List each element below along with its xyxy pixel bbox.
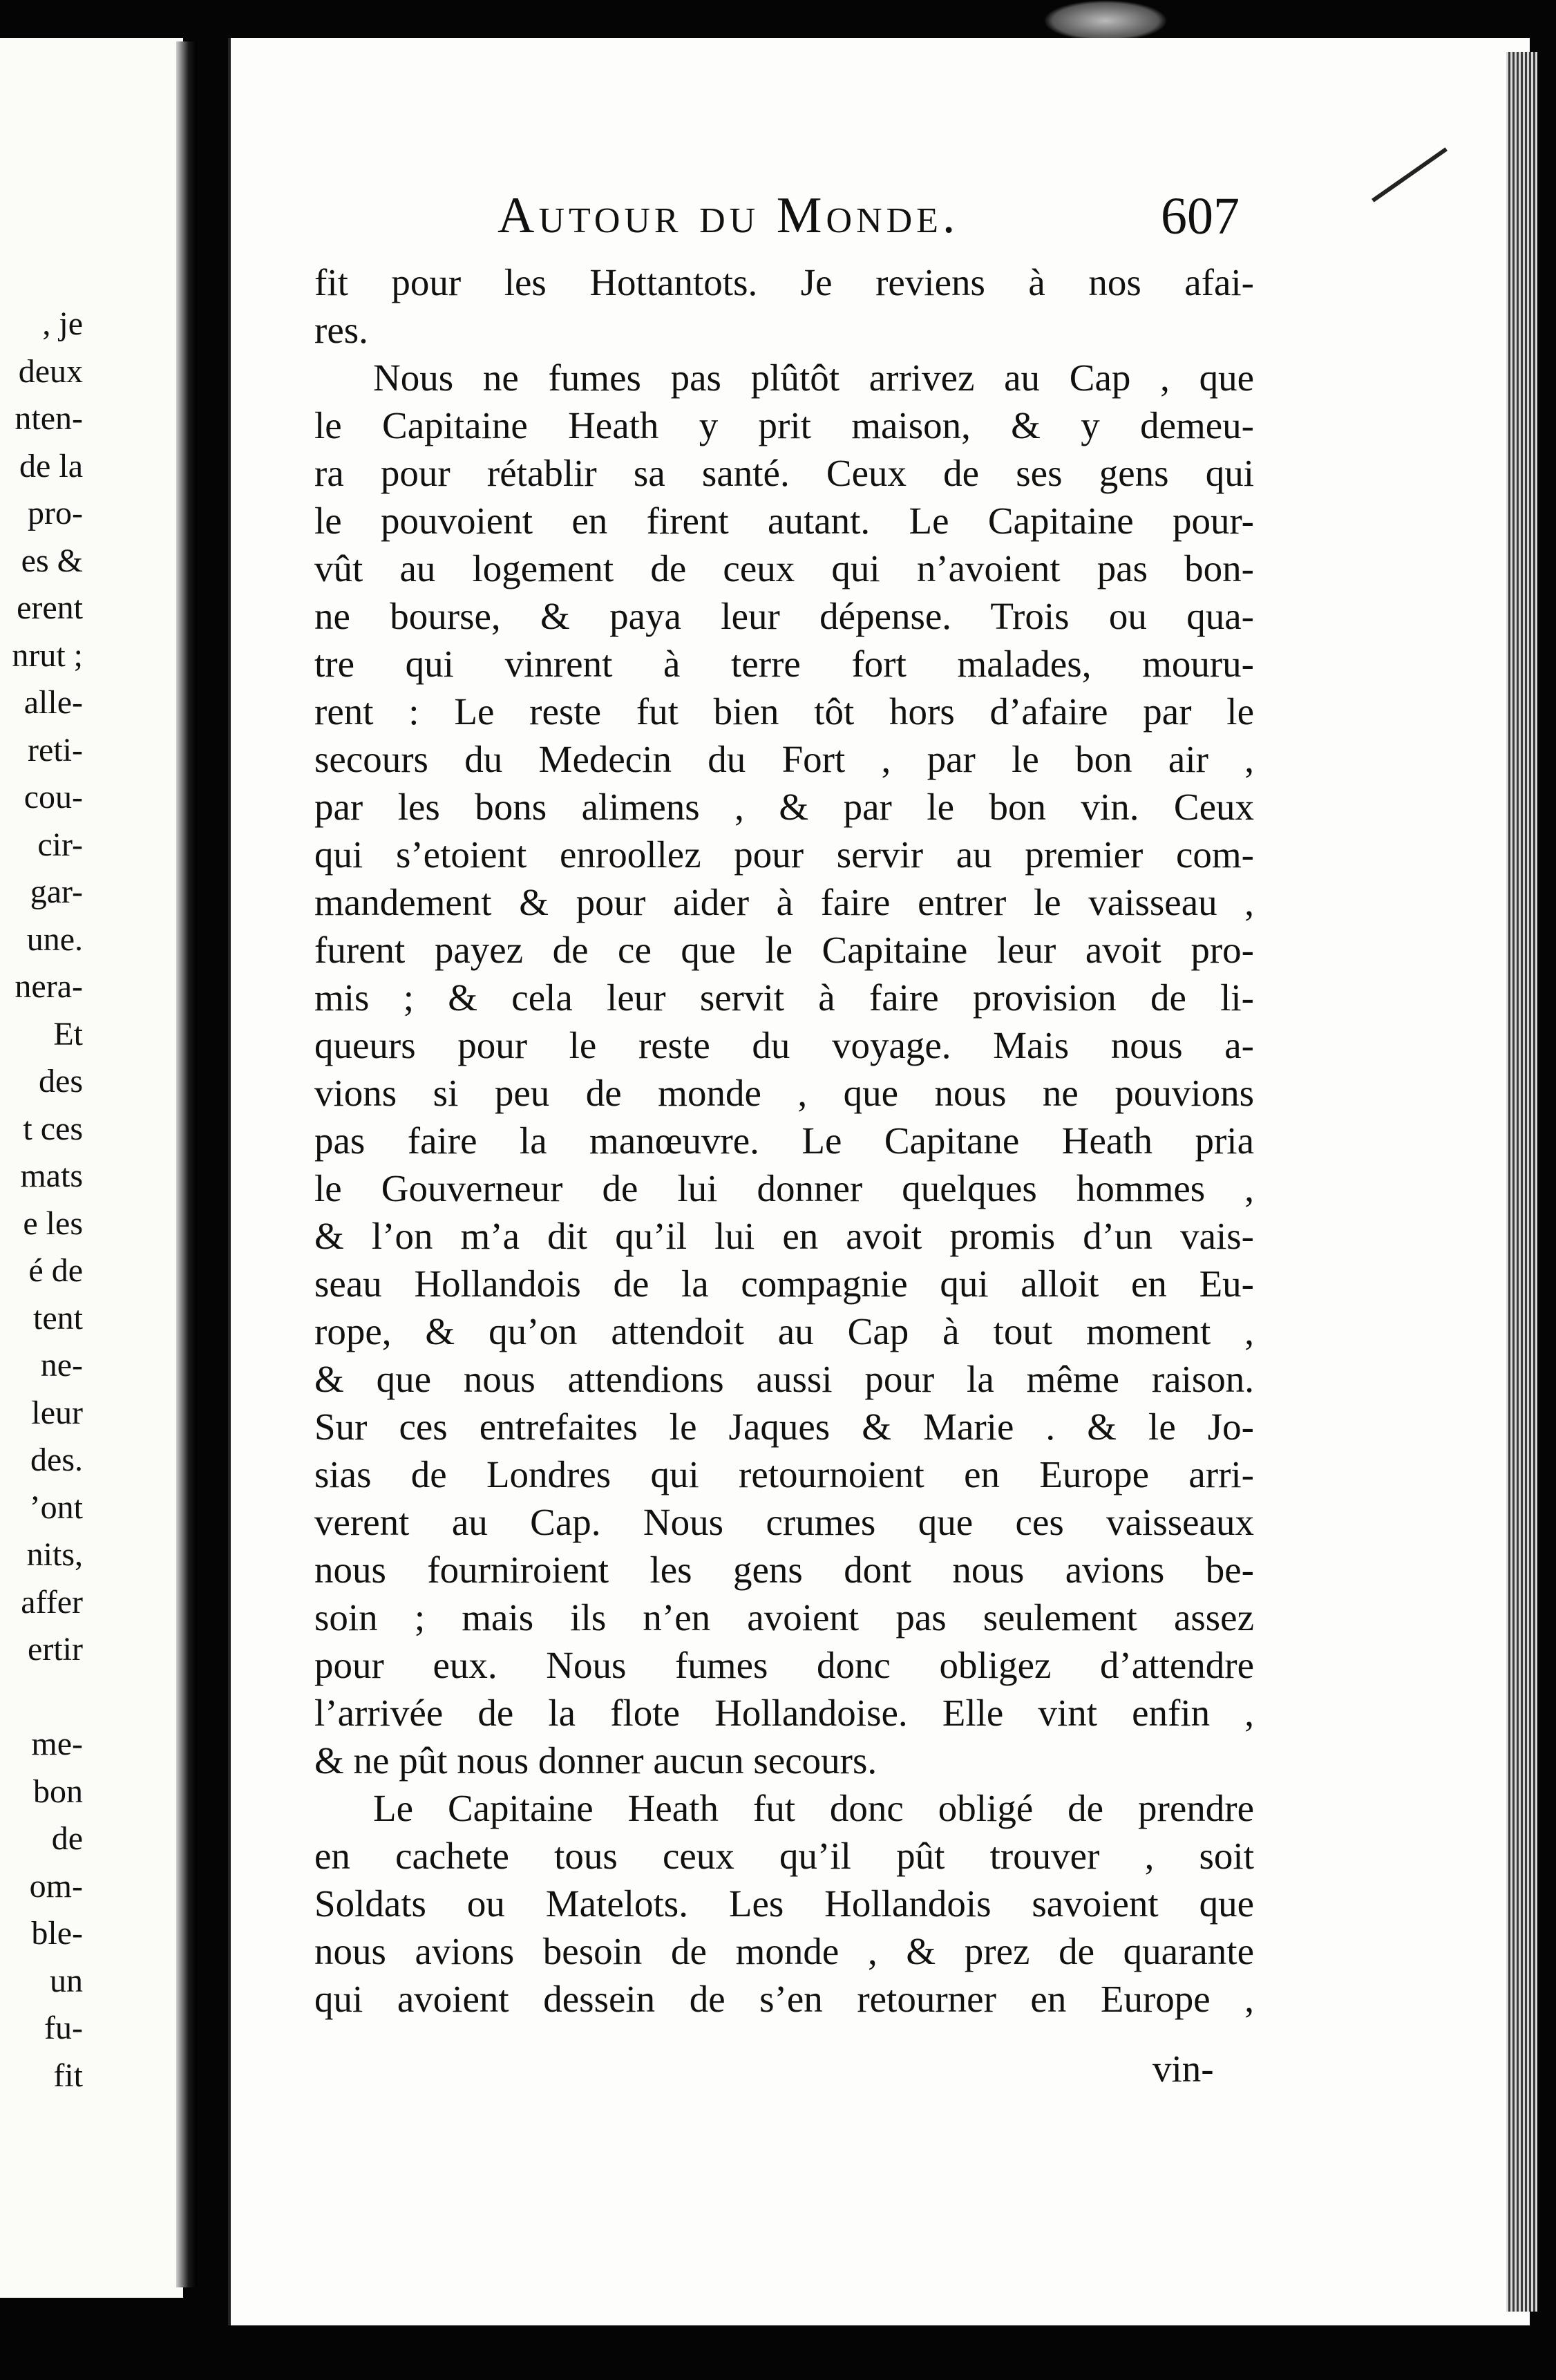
text-line: l’arrivée de la flote Hollandoise. Elle vint enfin ,: [314, 1692, 1254, 1734]
book-gutter: [176, 41, 197, 2287]
left-page-fragment: affer: [21, 1583, 83, 1621]
left-page-fragment: é de: [28, 1252, 83, 1289]
left-page-fragment: des: [39, 1063, 83, 1099]
left-page-fragment: alle-: [23, 684, 83, 721]
text-line: le pouvoient en firent autant. Le Capitaine pour-: [314, 500, 1254, 542]
left-page-fragment: bon: [33, 1773, 83, 1810]
text-line: & que nous attendions aussi pour la même raison.: [314, 1358, 1254, 1400]
text-line: Nous ne fumes pas plûtôt arrivez au Cap , que: [373, 357, 1254, 399]
text-line: mis ; & cela leur servit à faire provision de li-: [314, 976, 1254, 1019]
text-line: furent payez de ce que le Capitaine leur avoit pro-: [314, 929, 1254, 971]
text-line: Soldats ou Matelots. Les Hollandois savoient que: [314, 1882, 1254, 1925]
text-line: res.: [314, 309, 368, 351]
running-head: Autour du Monde.: [497, 187, 960, 244]
left-page-fragment: fu-: [44, 2010, 83, 2046]
text-line: seau Hollandois de la compagnie qui alloit en Eu-: [314, 1263, 1254, 1305]
text-line: Le Capitaine Heath fut donc obligé de prendre: [373, 1787, 1254, 1829]
left-page-fragment: e les: [23, 1205, 83, 1242]
left-page-fragment: ble-: [31, 1915, 83, 1952]
text-line: Sur ces entrefaites le Jaques & Marie . & le Jo-: [314, 1406, 1254, 1448]
text-line: & ne pût nous donner aucun secours.: [314, 1739, 877, 1782]
text-line: queurs pour le reste du voyage. Mais nous a-: [314, 1024, 1254, 1066]
torn-corner: [1043, 0, 1168, 41]
left-page-fragment: gar-: [30, 873, 83, 910]
left-page: [0, 38, 183, 2298]
left-page-fragment: des.: [30, 1442, 83, 1478]
text-line: en cachete tous ceux qu’il pût trouver , soit: [314, 1835, 1254, 1877]
text-line: par les bons alimens , & par le bon vin. Ceux: [314, 786, 1254, 828]
text-line: le Capitaine Heath y prit maison, & y demeu-: [314, 404, 1254, 446]
text-line: secours du Medecin du Fort , par le bon air ,: [314, 738, 1254, 780]
page-number: 607: [1161, 187, 1240, 245]
left-page-fragment: [0, 1674, 83, 1721]
text-line: vions si peu de monde , que nous ne pouvions: [314, 1072, 1254, 1114]
left-page-fragment: de la: [19, 447, 83, 484]
left-page-fragment: ertir: [28, 1631, 83, 1668]
left-page-fragment: ’ont: [29, 1489, 83, 1526]
left-page-fragment: deux: [18, 352, 83, 390]
left-page-fragment: leur: [31, 1394, 83, 1431]
left-page-fragment: cou-: [23, 779, 83, 815]
left-page-fragment: nera-: [15, 968, 83, 1005]
catchword: vin-: [1152, 2048, 1214, 2090]
text-line: mandement & pour aider à faire entrer le vaisseau ,: [314, 881, 1254, 923]
text-line: le Gouverneur de lui donner quelques hommes ,: [314, 1167, 1254, 1209]
text-line: rent : Le reste fut bien tôt hors d’afaire par le: [314, 690, 1254, 733]
text-line: soin ; mais ils n’en avoient pas seulement assez: [314, 1596, 1254, 1638]
text-line: qui s’etoient enroollez pour servir au premier com-: [314, 833, 1254, 876]
left-page-fragment: erent: [17, 589, 83, 626]
left-page-fragment: om-: [29, 1867, 83, 1905]
text-line: sias de Londres qui retournoient en Europe arri-: [314, 1453, 1254, 1495]
left-page-fragment: nrut ;: [12, 636, 83, 674]
text-line: tre qui vinrent à terre fort malades, mouru-: [314, 643, 1254, 685]
left-page-fragment: tent: [33, 1299, 83, 1337]
left-page-fragment: , je: [42, 305, 83, 342]
page-edges: [1506, 52, 1537, 2312]
left-page-text-fragments: [0, 301, 83, 2099]
text-line: ne bourse, & paya leur dépense. Trois ou qua-: [314, 595, 1254, 637]
left-page-fragment: cir-: [37, 826, 83, 863]
left-page-fragment: reti-: [28, 731, 83, 768]
left-page-fragment: Et: [53, 1015, 83, 1052]
text-line: verent au Cap. Nous crumes que ces vaisseaux: [314, 1501, 1254, 1543]
text-line: fit pour les Hottantots. Je reviens à nos afai-: [314, 261, 1254, 303]
text-line: nous avions besoin de monde , & prez de quarante: [314, 1930, 1254, 1972]
left-page-fragment: pro-: [28, 495, 83, 531]
left-page-fragment: es &: [21, 542, 83, 579]
text-line: rope, & qu’on attendoit au Cap à tout moment ,: [314, 1310, 1254, 1352]
text-line: & l’on m’a dit qu’il lui en avoit promis d’un vais-: [314, 1215, 1254, 1257]
text-line: vût au logement de ceux qui n’avoient pas bon-: [314, 547, 1254, 589]
text-line: ra pour rétablir sa santé. Ceux de ses gens qui: [314, 452, 1254, 494]
text-line: qui avoient dessein de s’en retourner en Europe ,: [314, 1978, 1254, 2020]
text-line: pas faire la manœuvre. Le Capitane Heath pria: [314, 1120, 1254, 1162]
left-page-fragment: un: [50, 1962, 83, 1999]
body-text: [314, 258, 1254, 2023]
left-page-fragment: nits,: [26, 1536, 83, 1573]
left-page-fragment: mats: [20, 1158, 83, 1194]
left-page-fragment: t ces: [23, 1110, 83, 1147]
text-line: nous fourniroient les gens dont nous avions be-: [314, 1549, 1254, 1591]
text-line: pour eux. Nous fumes donc obligez d’attendre: [314, 1644, 1254, 1686]
left-page-fragment: nten-: [15, 400, 83, 437]
left-page-fragment: une.: [26, 920, 83, 958]
left-page-fragment: de: [51, 1820, 83, 1857]
left-page-fragment: fit: [53, 2057, 83, 2094]
left-page-fragment: ne-: [40, 1347, 83, 1383]
left-page-fragment: me-: [31, 1726, 83, 1762]
